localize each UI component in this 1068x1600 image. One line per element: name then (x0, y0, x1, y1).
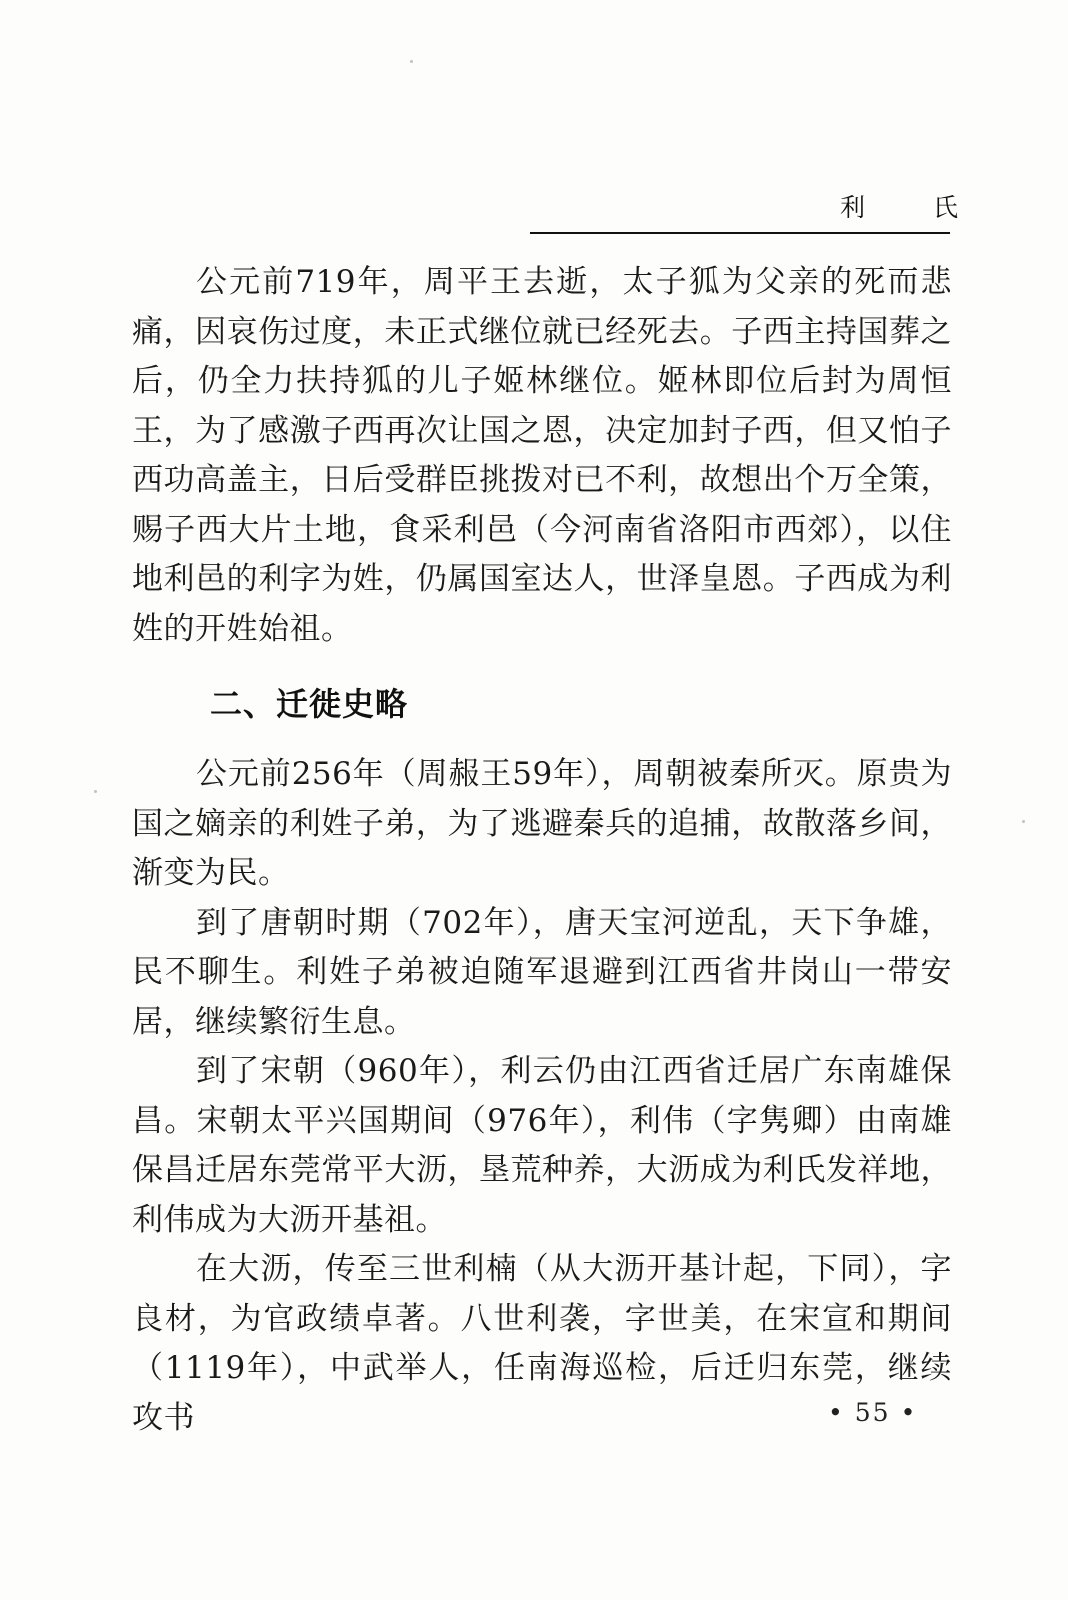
bullet-icon: • (900, 1398, 918, 1427)
section-heading: 二、迁徙史略 (210, 685, 409, 723)
paragraph-origin: 公元前719年，周平王去逝，太子狐为父亲的死而悲痛，因哀伤过度，未正式继位就已经死去。子西主持国葬之后，仍全力扶持狐的儿子姬林继位。姬林即位后封为周恒王，为了感激子西再次让国之恩，决定加封子西，但又怕子西功高盖主，日后受群臣挑拨对已不利，故想出个万全策，赐子西大片土地，食采利邑（今河南省洛阳市西郊），以住地利邑的利字为姓，仍属国室达人，世泽皇恩。子西成为利姓的开姓始祖。 (132, 264, 952, 647)
running-header: 利 氏 (840, 193, 988, 222)
scan-speck (410, 60, 413, 63)
scan-speck (1022, 820, 1025, 823)
paragraph-tang: 到了唐朝时期（702年），唐天宝河逆乱，天下争雄，民不聊生。利姓子弟被迫随军退避到江西省井岗山一带安居，继续繁衍生息。 (132, 904, 952, 1040)
paragraph-qin: 公元前256年（周赧王59年），周朝被秦所灭。原贵为国之嫡亲的利姓子弟，为了逃避秦兵的追捕，故散落乡间，渐变为民。 (132, 756, 952, 891)
header-rule (530, 232, 950, 234)
page-number (818, 1398, 927, 1427)
page-body (132, 258, 952, 1443)
paragraph-song: 到了宋朝（960年），利云仍由江西省迁居广东南雄保昌。宋朝太平兴国期间（976年），利伟（字隽卿）由南雄保昌迁居东莞常平大沥，垦荒种养，大沥成为利氏发祥地，利伟成为大沥开基祖。 (132, 1053, 952, 1238)
paragraph-dali: 在大沥，传至三世利楠（从大沥开基计起，下同），字良材，为官政绩卓著。八世利袭，字世美，在宋宣和期间（1119年），中武举人，任南海巡检，后迁归东莞，继续攻书 (132, 1251, 952, 1436)
scan-speck (94, 790, 97, 793)
page-number-value: 55 (854, 1398, 891, 1427)
bullet-icon: • (828, 1398, 845, 1427)
